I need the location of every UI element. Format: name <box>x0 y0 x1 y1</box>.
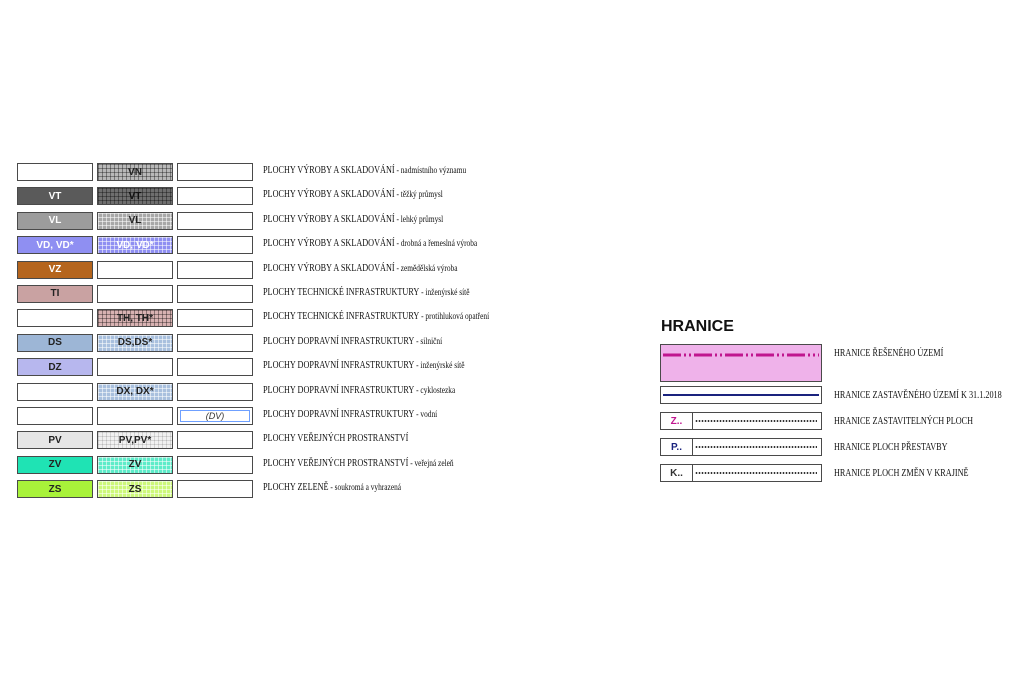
legend-label-sub: - nadmístního významu <box>394 165 467 175</box>
boundaries-title: HRANICE <box>661 318 734 335</box>
legend-label-sub: - cyklostezka <box>414 384 456 395</box>
legend-label-main: PLOCHY VÝROBY A SKLADOVÁNÍ <box>263 238 395 250</box>
legend-label-sub: - veřejná zeleň <box>408 457 454 468</box>
legend-label-main: PLOCHY DOPRAVNÍ INFRASTRUKTURY <box>263 360 415 372</box>
swatch-existing-pv: PV <box>17 431 93 449</box>
boundary-label: HRANICE ZASTAVĚNÉHO ÚZEMÍ K 31.1.2018 <box>834 390 1002 401</box>
boundary-label: HRANICE ŘEŠENÉHO ÚZEMÍ <box>834 348 944 359</box>
swatch-existing-vz: VZ <box>17 261 93 279</box>
boundary-row-redevelopment <box>660 438 948 462</box>
legend-label-main: PLOCHY VÝROBY A SKLADOVÁNÍ <box>263 262 395 274</box>
swatch-existing-zv: ZV <box>17 456 93 474</box>
legend-label-sub: - vodní <box>414 408 438 419</box>
legend-label <box>263 385 455 396</box>
legend-label-sub: - drobná a řemeslná výroba <box>394 238 478 249</box>
boundary-row-built-up <box>660 386 1002 410</box>
legend-label <box>263 433 408 444</box>
swatch-proposed-dx: DX, DX* <box>97 383 173 401</box>
swatch-proposed-vn: VN <box>97 163 173 181</box>
swatch-existing-vt: VT <box>17 187 93 205</box>
swatch-other-pv <box>177 431 253 449</box>
swatch-existing-dz: DZ <box>17 358 93 376</box>
legend-label <box>263 482 401 493</box>
legend-label-main: PLOCHY VÝROBY A SKLADOVÁNÍ <box>263 213 395 225</box>
swatch-waterway-dv <box>177 407 253 425</box>
landscape-swatch <box>660 464 822 482</box>
swatch-existing-dv <box>17 407 93 425</box>
legend-label <box>263 287 469 298</box>
legend-label <box>263 458 454 469</box>
swatch-existing-zs: ZS <box>17 480 93 498</box>
swatch-proposed-dv <box>97 407 173 425</box>
swatch-other-vn <box>177 163 253 181</box>
swatch-other-vl <box>177 212 253 230</box>
legend-label-main: PLOCHY VEŘEJNÝCH PROSTRANSTVÍ <box>263 433 409 445</box>
landscape-code: K.. <box>661 465 693 481</box>
legend-label <box>263 311 489 322</box>
solved-area-swatch <box>660 344 822 382</box>
redevelopment-dotted-line <box>695 446 817 448</box>
swatch-other-ti <box>177 285 253 303</box>
swatch-proposed-pv: PV,PV* <box>97 431 173 449</box>
legend-label-sub: - protihluková opatření <box>419 311 490 322</box>
legend-label <box>263 263 458 274</box>
swatch-other-vz <box>177 261 253 279</box>
developable-dotted-line <box>695 420 817 422</box>
legend-label-main: PLOCHY VÝROBY A SKLADOVÁNÍ <box>263 165 395 176</box>
legend-label-sub: - inženýrské sítě <box>419 286 470 297</box>
legend-label-sub: - silniční <box>414 335 443 346</box>
swatch-proposed-th: TH, TH* <box>97 309 173 327</box>
legend-label-main: PLOCHY TECHNICKÉ INFRASTRUKTURY <box>263 286 420 298</box>
swatch-other-vd <box>177 236 253 254</box>
swatch-existing-ds: DS <box>17 334 93 352</box>
built-up-line <box>663 394 819 396</box>
swatch-proposed-dz <box>97 358 173 376</box>
boundary-label: HRANICE PLOCH PŘESTAVBY <box>834 442 948 453</box>
solved-area-line <box>661 345 821 381</box>
boundary-row-developable <box>660 412 974 436</box>
boundary-label: HRANICE PLOCH ZMĚN V KRAJINĚ <box>834 468 969 479</box>
waterway-dv-symbol: (DV) <box>180 410 250 422</box>
legend-label-main: PLOCHY VÝROBY A SKLADOVÁNÍ <box>263 189 395 201</box>
legend-label-main: PLOCHY DOPRAVNÍ INFRASTRUKTURY <box>263 384 415 396</box>
legend-label-sub: - soukromá a vyhrazená <box>328 482 402 493</box>
landscape-dotted-line <box>695 472 817 474</box>
redevelopment-swatch <box>660 438 822 456</box>
legend-label-sub: - těžký průmysl <box>394 189 443 200</box>
swatch-proposed-ds: DS,DS* <box>97 334 173 352</box>
swatch-proposed-vz <box>97 261 173 279</box>
boundaries-legend <box>660 318 1002 488</box>
swatch-existing-vn <box>17 163 93 181</box>
legend-label-sub: - inženýrské sítě <box>414 360 465 371</box>
swatch-existing-ti: TI <box>17 285 93 303</box>
legend-label <box>263 189 443 200</box>
legend-label-main: PLOCHY TECHNICKÉ INFRASTRUKTURY <box>263 311 420 323</box>
swatch-other-dx <box>177 383 253 401</box>
legend-label-main: PLOCHY VEŘEJNÝCH PROSTRANSTVÍ <box>263 457 409 469</box>
swatch-other-th <box>177 309 253 327</box>
legend-label <box>263 238 477 249</box>
legend-label <box>263 336 442 347</box>
swatch-other-zs <box>177 480 253 498</box>
legend-label <box>263 214 443 225</box>
boundary-row-solved-area <box>660 344 944 386</box>
developable-code: Z.. <box>661 413 693 429</box>
legend-label <box>263 165 466 176</box>
redevelopment-code: P.. <box>661 439 693 455</box>
swatch-other-ds <box>177 334 253 352</box>
swatch-proposed-ti <box>97 285 173 303</box>
legend-label-main: PLOCHY DOPRAVNÍ INFRASTRUKTURY <box>263 408 415 420</box>
legend-label-sub: - zemědělská výroba <box>394 262 458 273</box>
legend-label-main: PLOCHY ZELENĚ <box>263 482 329 494</box>
swatch-other-vt <box>177 187 253 205</box>
swatch-existing-vl: VL <box>17 212 93 230</box>
swatch-other-dz <box>177 358 253 376</box>
swatch-proposed-vt: VT <box>97 187 173 205</box>
swatch-other-zv <box>177 456 253 474</box>
legend-label-main: PLOCHY DOPRAVNÍ INFRASTRUKTURY <box>263 335 415 347</box>
swatch-proposed-vl: VL <box>97 212 173 230</box>
legend-label <box>263 360 464 371</box>
legend-label <box>263 409 437 420</box>
swatch-proposed-vd: VD, VD* <box>97 236 173 254</box>
swatch-proposed-zv: ZV <box>97 456 173 474</box>
boundary-row-landscape <box>660 464 969 488</box>
swatch-proposed-zs: ZS <box>97 480 173 498</box>
swatch-existing-vd: VD, VD* <box>17 236 93 254</box>
boundary-label: HRANICE ZASTAVITELNÝCH PLOCH <box>834 416 974 427</box>
swatch-existing-th <box>17 309 93 327</box>
swatch-existing-dx <box>17 383 93 401</box>
developable-swatch <box>660 412 822 430</box>
built-up-swatch <box>660 386 822 404</box>
legend-label-sub: - lehký průmysl <box>394 213 444 224</box>
